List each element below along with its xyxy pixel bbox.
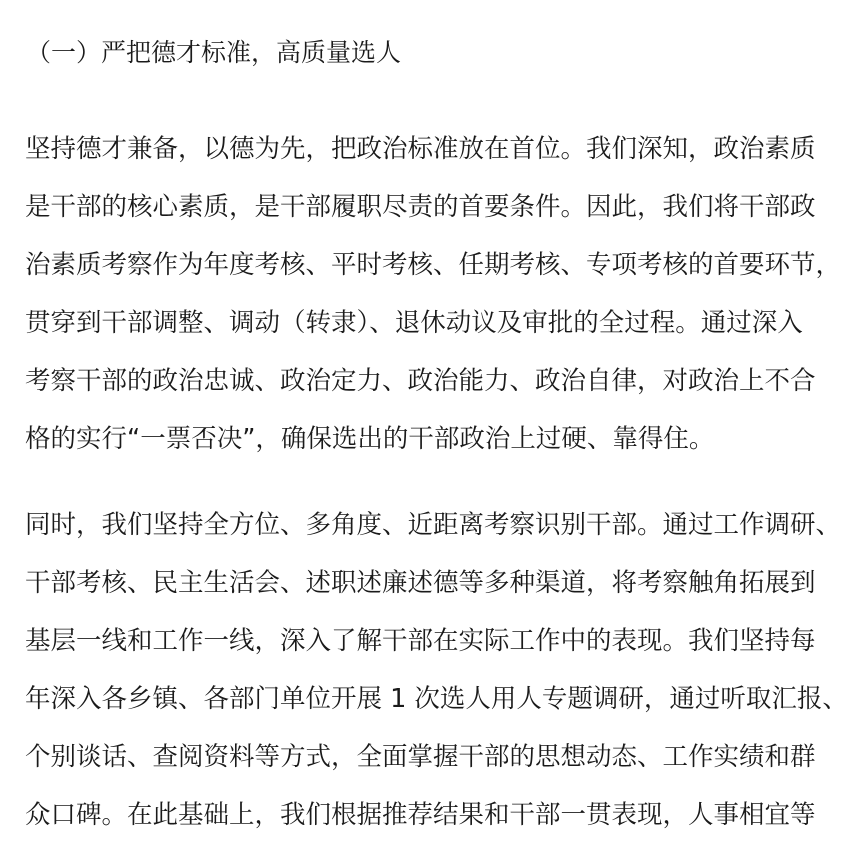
text-line: 坚持德才兼备，以德为先，把政治标准放在首位。我们深知，政治素质 — [25, 134, 816, 164]
text-line: 基层一线和工作一线，深入了解干部在实际工作中的表现。我们坚持每 — [25, 626, 816, 656]
text-line: 年深入各乡镇、各部门单位开展 1 次选人用人专题调研，通过听取汇报、 — [25, 684, 848, 714]
paragraph-comprehensive-assessment — [25, 496, 848, 844]
text-line: 治素质考察作为年度考核、平时考核、任期考核、专项考核的首要环节， — [25, 250, 842, 280]
text-line: 是干部的核心素质，是干部履职尽责的首要条件。因此，我们将干部政 — [25, 192, 816, 222]
text-line: 众口碑。在此基础上，我们根据推荐结果和干部一贯表现，人事相宜等 — [25, 800, 816, 830]
text-line: 考察干部的政治忠诚、政治定力、政治能力、政治自律，对政治上不合 — [25, 366, 816, 396]
text-line: 同时，我们坚持全方位、多角度、近距离考察识别干部。通过工作调研、 — [25, 510, 842, 540]
text-line: 格的实行“一票否决”，确保选出的干部政治上过硬、靠得住。 — [25, 424, 715, 454]
text-line: 贯穿到干部调整、调动（转隶）、退休动议及审批的全过程。通过深入 — [25, 308, 803, 338]
paragraph-political-standard — [25, 120, 842, 468]
text-line: 干部考核、民主生活会、述职述廉述德等多种渠道，将考察触角拓展到 — [25, 568, 816, 598]
text-line: 个别谈话、查阅资料等方式，全面掌握干部的思想动态、工作实绩和群 — [25, 742, 816, 772]
section-heading: （一）严把德才标准，高质量选人 — [26, 38, 402, 67]
